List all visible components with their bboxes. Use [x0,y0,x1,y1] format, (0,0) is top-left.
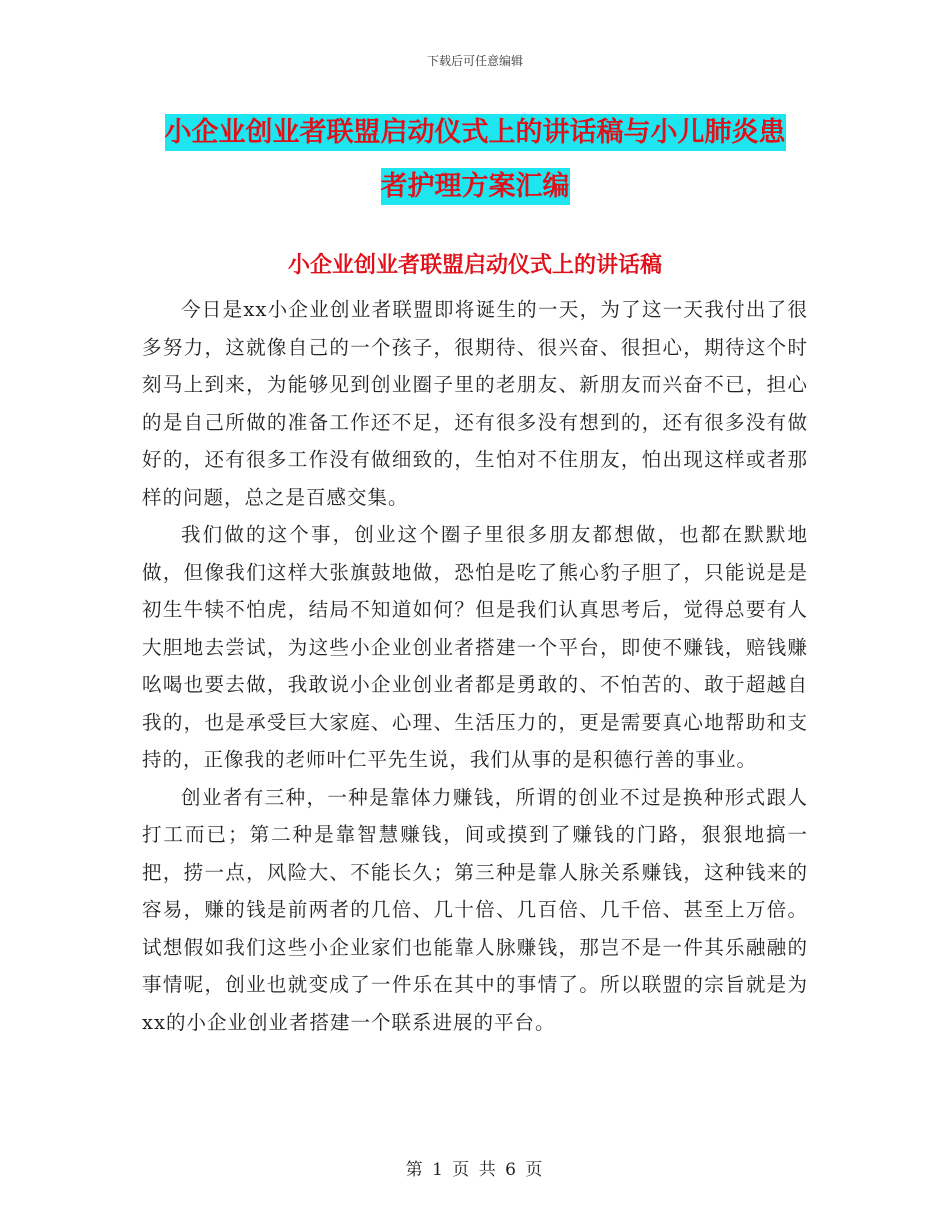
page-number-footer: 第 1 页 共 6 页 [405,1160,545,1180]
header-note: 下载后可任意编辑 [426,54,523,68]
document-title [0,106,950,214]
document-body [142,291,808,1041]
document-title-line-2: 者护理方案汇编 [381,168,570,205]
body-paragraph-3: 创业者有三种，一种是靠体力赚钱，所谓的创业不过是换种形式跟人打工而已；第二种是靠智慧赚钱，间或摸到了赚钱的门路，狠狠地搞一把，捞一点，风险大、不能长久；第三种是靠人脉关系赚钱，这种钱来的容易，赚的钱是前两者的几倍、几十倍、几百倍、几千倍、甚至上万倍。试想假如我们这些小企业家们也能靠人脉赚钱，那岂不是一件其乐融融的事情呢，创业也就变成了一件乐在其中的事情了。所以联盟的宗旨就是为xx的小企业创业者搭建一个联系进展的平台。 [142,785,808,1034]
document-title-line-1: 小企业创业者联盟启动仪式上的讲话稿与小儿肺炎患 [165,114,786,151]
body-paragraph-2: 我们做的这个事，创业这个圈子里很多朋友都想做，也都在默默地做，但像我们这样大张旗鼓地做，恐怕是吃了熊心豹子胆了，只能说是是初生牛犊不怕虎，结局不知道如何？但是我们认真思考后，觉得总要有人大胆地去尝试，为这些小企业创业者搭建一个平台，即使不赚钱，赔钱赚吆喝也要去做，我敢说小企业创业者都是勇敢的、不怕苦的、敢于超越自我的，也是承受巨大家庭、心理、生活压力的，更是需要真心地帮助和支持的，正像我的老师叶仁平先生说，我们从事的是积德行善的事业。 [142,523,808,771]
body-paragraph-1: 今日是xx小企业创业者联盟即将诞生的一天，为了这一天我付出了很多努力，这就像自己的一个孩子，很期待、很兴奋、很担心，期待这个时刻马上到来，为能够见到创业圈子里的老朋友、新朋友而兴奋不已，担心的是自己所做的准备工作还不足，还有很多没有想到的，还有很多没有做好的，还有很多工作没有做细致的，生怕对不住朋友，怕出现这样或者那样的问题，总之是百感交集。 [142,298,808,509]
section-title: 小企业创业者联盟启动仪式上的讲话稿 [287,253,662,278]
